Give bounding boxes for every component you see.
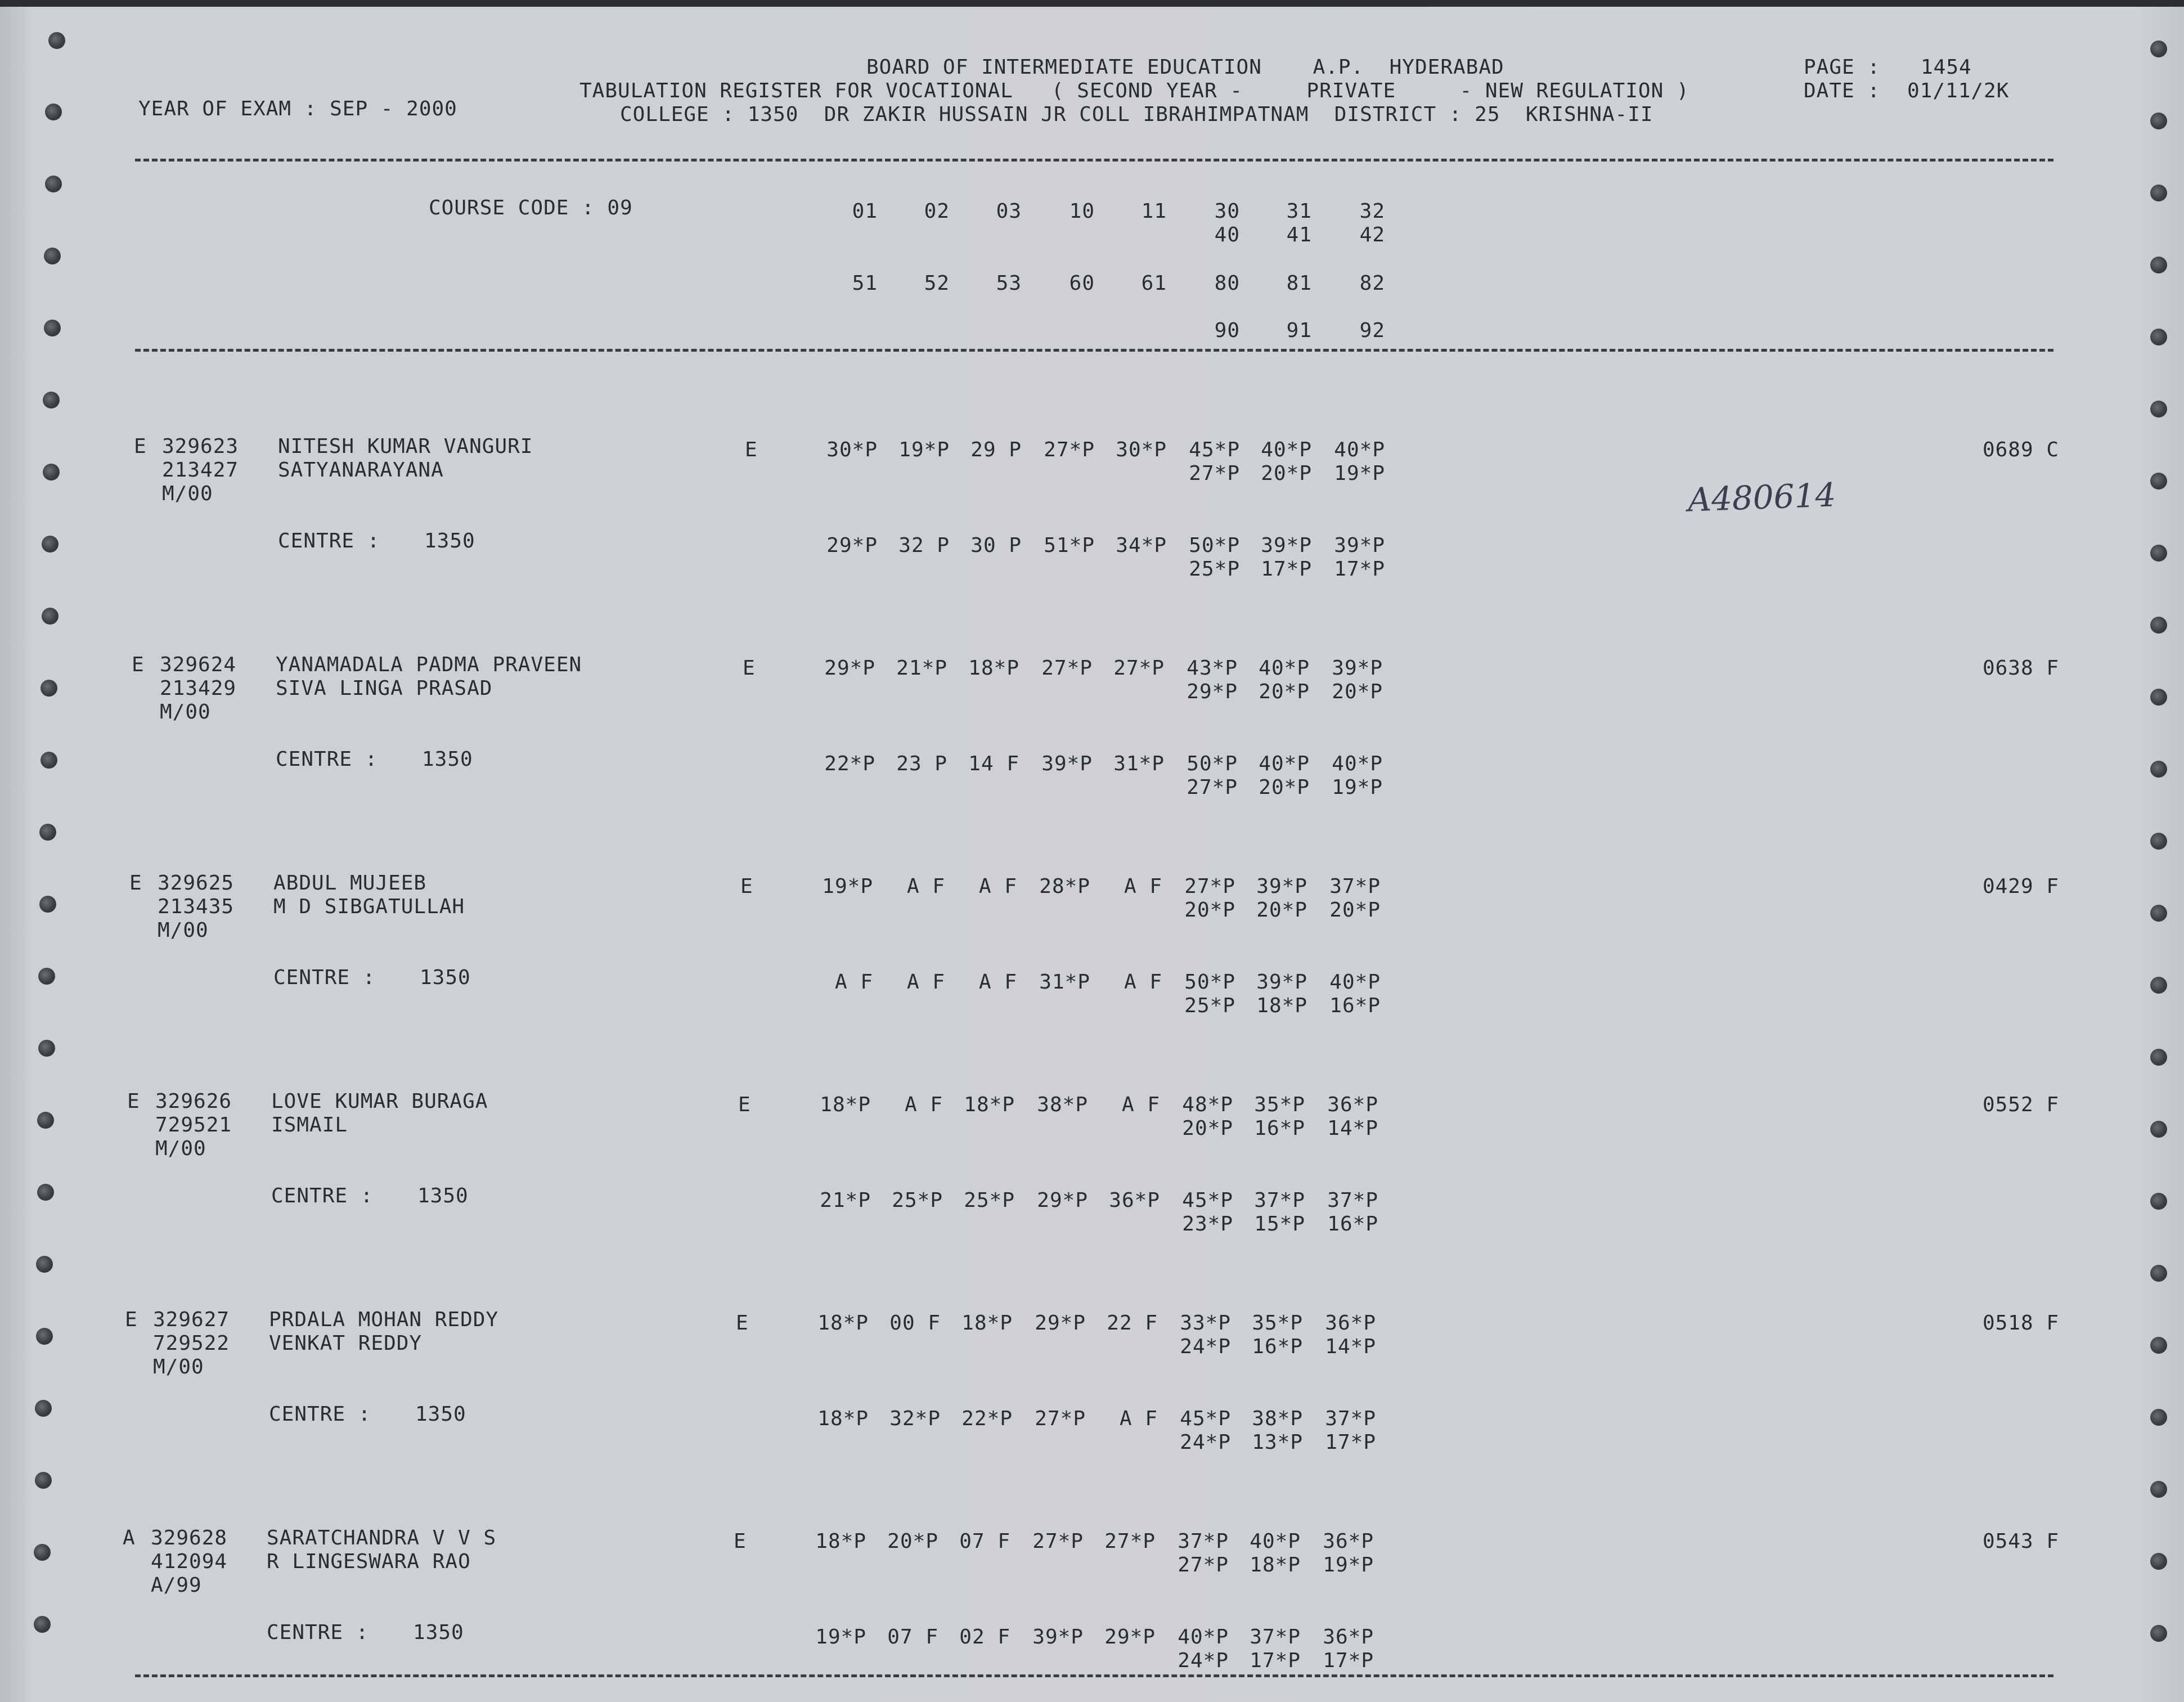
centre-number: 1350 bbox=[422, 748, 473, 771]
feed-hole bbox=[2150, 905, 2167, 922]
mark: 18*P bbox=[815, 1530, 866, 1553]
mark: 27*P bbox=[1041, 657, 1093, 680]
subject-code: 91 bbox=[1286, 319, 1312, 342]
feed-hole bbox=[2150, 761, 2167, 778]
mark: 17*P bbox=[1261, 558, 1312, 581]
candidate-name: NITESH KUMAR VANGURI bbox=[278, 435, 533, 458]
feed-hole bbox=[36, 1328, 53, 1345]
feed-hole bbox=[2150, 977, 2167, 994]
date-label: DATE : bbox=[1804, 79, 1881, 102]
mark: 18*P bbox=[817, 1407, 869, 1430]
mark: 40*P bbox=[1250, 1530, 1301, 1553]
feed-hole bbox=[41, 752, 57, 769]
tabulation-sheet bbox=[0, 7, 2184, 1702]
mark: 29*P bbox=[1104, 1625, 1156, 1649]
mark: 39*P bbox=[1261, 534, 1312, 557]
roll-number: 329628 bbox=[151, 1526, 228, 1550]
mark: 35*P bbox=[1252, 1312, 1303, 1335]
mark: 24*P bbox=[1180, 1431, 1231, 1454]
mark: 33*P bbox=[1180, 1312, 1231, 1335]
candidate-name: PRDALA MOHAN REDDY bbox=[269, 1308, 499, 1331]
mark: 27*P bbox=[1184, 875, 1235, 898]
feed-hole bbox=[2150, 1625, 2167, 1642]
course-code: COURSE CODE : 09 bbox=[429, 196, 633, 219]
mark: 45*P bbox=[1189, 438, 1240, 461]
feed-hole bbox=[37, 1112, 54, 1129]
mark: 20*P bbox=[1256, 899, 1307, 922]
feed-hole bbox=[36, 1256, 53, 1273]
register-number: 213429 bbox=[160, 677, 237, 700]
record-prefix: E bbox=[129, 872, 142, 895]
mark: A F bbox=[1124, 971, 1162, 994]
centre-label: CENTRE : bbox=[278, 529, 380, 553]
mark: A F bbox=[978, 875, 1017, 898]
mark: 36*P bbox=[1327, 1093, 1378, 1116]
subject-code: 32 bbox=[1359, 200, 1385, 223]
subject-code: 52 bbox=[924, 272, 950, 295]
mark: 18*P bbox=[964, 1093, 1015, 1116]
year-of-exam: YEAR OF EXAM : SEP - 2000 bbox=[138, 97, 457, 120]
total-and-result: 0689 C bbox=[1982, 438, 2059, 461]
mark: A F bbox=[906, 971, 945, 994]
mark: 20*P bbox=[1259, 680, 1310, 703]
subject-code: 11 bbox=[1141, 200, 1167, 223]
feed-hole bbox=[34, 1616, 51, 1633]
mark: 50*P bbox=[1189, 534, 1240, 557]
mark: 19*P bbox=[822, 875, 873, 898]
centre-label: CENTRE : bbox=[273, 966, 376, 989]
subject-code: 80 bbox=[1214, 272, 1240, 295]
centre-number: 1350 bbox=[424, 529, 475, 553]
feed-hole bbox=[35, 1472, 52, 1489]
mark: 21*P bbox=[820, 1189, 871, 1212]
category: M/00 bbox=[155, 1137, 206, 1160]
feed-hole bbox=[43, 464, 60, 480]
feed-hole bbox=[48, 32, 65, 49]
subject-code: 60 bbox=[1069, 272, 1095, 295]
centre-label: CENTRE : bbox=[267, 1621, 369, 1644]
mark: 14 F bbox=[968, 752, 1019, 775]
mark: 17*P bbox=[1250, 1649, 1301, 1672]
father-name: SATYANARAYANA bbox=[278, 459, 444, 482]
mark: 29*P bbox=[826, 534, 878, 557]
feed-hole bbox=[2150, 833, 2167, 850]
mark: A F bbox=[904, 1093, 943, 1116]
feed-hole bbox=[2150, 1409, 2167, 1426]
dashed-rule bbox=[135, 159, 2053, 161]
mark: 36*P bbox=[1325, 1312, 1376, 1335]
mark: 20*P bbox=[1259, 776, 1310, 799]
subject-code: 03 bbox=[996, 200, 1022, 223]
mark: 39*P bbox=[1256, 875, 1307, 898]
mark: 20*P bbox=[887, 1530, 938, 1553]
mark: 30*P bbox=[1116, 438, 1167, 461]
feed-hole bbox=[2150, 1481, 2167, 1498]
mark: 37*P bbox=[1254, 1189, 1305, 1212]
total-and-result: 0552 F bbox=[1982, 1093, 2059, 1116]
mark: 00 F bbox=[889, 1312, 941, 1335]
father-name: SIVA LINGA PRASAD bbox=[276, 677, 493, 700]
mark: 07 F bbox=[887, 1625, 938, 1649]
mark: A F bbox=[1121, 1093, 1160, 1116]
mark: 20*P bbox=[1261, 462, 1312, 485]
mark: 45*P bbox=[1182, 1189, 1233, 1212]
feed-hole bbox=[2150, 41, 2167, 57]
register-number: 213427 bbox=[162, 459, 239, 482]
subject-code: 01 bbox=[852, 200, 878, 223]
mark: 40*P bbox=[1259, 752, 1310, 775]
subject-code: 82 bbox=[1359, 272, 1385, 295]
mark: 18*P bbox=[968, 657, 1019, 680]
mark: 29*P bbox=[1035, 1312, 1086, 1335]
mark: 39*P bbox=[1032, 1625, 1084, 1649]
feed-hole bbox=[41, 680, 57, 697]
mark: 25*P bbox=[964, 1189, 1015, 1212]
handwritten-note: A480614 bbox=[1687, 475, 1837, 519]
feed-hole bbox=[42, 536, 59, 553]
record-prefix: E bbox=[127, 1090, 140, 1113]
mark: 16*P bbox=[1329, 994, 1381, 1017]
mark: 14*P bbox=[1325, 1335, 1376, 1358]
feed-hole bbox=[44, 248, 61, 264]
feed-hole bbox=[39, 824, 56, 841]
mark: 39*P bbox=[1334, 534, 1385, 557]
mark: 24*P bbox=[1178, 1649, 1229, 1672]
feed-hole bbox=[42, 608, 59, 625]
mark: 17*P bbox=[1325, 1431, 1376, 1454]
feed-hole bbox=[35, 1400, 52, 1417]
mark: 37*P bbox=[1327, 1189, 1378, 1212]
mark: 18*P bbox=[817, 1312, 869, 1335]
feed-hole bbox=[2150, 1193, 2167, 1210]
mark: 21*P bbox=[896, 657, 947, 680]
mark: 25*P bbox=[1189, 558, 1240, 581]
feed-hole bbox=[2150, 473, 2167, 490]
total-and-result: 0429 F bbox=[1982, 875, 2059, 898]
mark: 36*P bbox=[1323, 1625, 1374, 1649]
mark: 29*P bbox=[1037, 1189, 1088, 1212]
mark: 39*P bbox=[1332, 657, 1383, 680]
centre-label: CENTRE : bbox=[276, 748, 378, 771]
mark: 31*P bbox=[1039, 971, 1090, 994]
feed-hole bbox=[2150, 113, 2167, 129]
roll-number: 329623 bbox=[162, 435, 239, 458]
medium: E bbox=[738, 1093, 751, 1116]
mark: 32 P bbox=[898, 534, 950, 557]
feed-hole bbox=[45, 104, 62, 120]
mark: 37*P bbox=[1325, 1407, 1376, 1430]
mark: 13*P bbox=[1252, 1431, 1303, 1454]
mark: 25*P bbox=[892, 1189, 943, 1212]
subject-code: 61 bbox=[1141, 272, 1167, 295]
register-number: 729522 bbox=[153, 1332, 230, 1355]
mark: 15*P bbox=[1254, 1212, 1305, 1236]
medium: E bbox=[745, 438, 758, 461]
subject-code: 81 bbox=[1286, 272, 1312, 295]
mark: 29 P bbox=[970, 438, 1022, 461]
mark: 40*P bbox=[1259, 657, 1310, 680]
mark: A F bbox=[1124, 875, 1162, 898]
mark: 39*P bbox=[1041, 752, 1093, 775]
mark: 50*P bbox=[1184, 971, 1235, 994]
mark: 14*P bbox=[1327, 1117, 1378, 1140]
feed-hole bbox=[44, 320, 61, 336]
father-name: VENKAT REDDY bbox=[269, 1332, 423, 1355]
feed-hole bbox=[38, 968, 55, 985]
mark: A F bbox=[978, 971, 1017, 994]
mark: 19*P bbox=[1334, 462, 1385, 485]
mark: 29*P bbox=[824, 657, 875, 680]
centre-label: CENTRE : bbox=[269, 1403, 371, 1426]
mark: 22*P bbox=[824, 752, 875, 775]
mark: 40*P bbox=[1178, 1625, 1229, 1649]
centre-number: 1350 bbox=[413, 1621, 464, 1644]
subject-code: 42 bbox=[1359, 223, 1385, 246]
subject-code: 53 bbox=[996, 272, 1022, 295]
mark: 40*P bbox=[1332, 752, 1383, 775]
mark: 37*P bbox=[1250, 1625, 1301, 1649]
feed-hole bbox=[2150, 1049, 2167, 1066]
mark: 34*P bbox=[1116, 534, 1167, 557]
father-name: ISMAIL bbox=[271, 1113, 348, 1137]
mark: 23 P bbox=[896, 752, 947, 775]
feed-hole bbox=[38, 1040, 55, 1057]
mark: 38*P bbox=[1252, 1407, 1303, 1430]
candidate-name: SARATCHANDRA V V S bbox=[267, 1526, 497, 1550]
mark: A F bbox=[906, 875, 945, 898]
mark: A F bbox=[1119, 1407, 1158, 1430]
subject-code: 31 bbox=[1286, 200, 1312, 223]
feed-hole bbox=[34, 1544, 51, 1561]
father-name: M D SIBGATULLAH bbox=[273, 895, 465, 918]
record-prefix: E bbox=[132, 653, 145, 676]
mark: 35*P bbox=[1254, 1093, 1305, 1116]
mark: 29*P bbox=[1187, 680, 1238, 703]
feed-hole bbox=[2150, 617, 2167, 634]
total-and-result: 0518 F bbox=[1982, 1312, 2059, 1335]
centre-label: CENTRE : bbox=[271, 1184, 374, 1207]
centre-number: 1350 bbox=[415, 1403, 466, 1426]
dashed-rule bbox=[135, 349, 2053, 352]
feed-hole bbox=[37, 1184, 54, 1201]
subject-code: 90 bbox=[1214, 319, 1240, 342]
feed-hole bbox=[2150, 401, 2167, 417]
medium: E bbox=[736, 1312, 749, 1335]
page-number: 1454 bbox=[1921, 56, 1972, 79]
subject-code: 30 bbox=[1214, 200, 1240, 223]
medium: E bbox=[734, 1530, 747, 1553]
roll-number: 329626 bbox=[155, 1090, 232, 1113]
college-line: COLLEGE : 1350 DR ZAKIR HUSSAIN JR COLL IBRAHIMPATNAM DISTRICT : 25 KRISHNA-II bbox=[620, 103, 1653, 126]
mark: 27*P bbox=[1113, 657, 1165, 680]
mark: 40*P bbox=[1261, 438, 1312, 461]
mark: 19*P bbox=[1323, 1553, 1374, 1577]
centre-number: 1350 bbox=[420, 966, 471, 989]
roll-number: 329624 bbox=[160, 653, 237, 676]
total-and-result: 0638 F bbox=[1982, 657, 2059, 680]
total-and-result: 0543 F bbox=[1982, 1530, 2059, 1553]
feed-hole bbox=[2150, 1553, 2167, 1570]
mark: 18*P bbox=[1250, 1553, 1301, 1577]
feed-hole bbox=[2150, 689, 2167, 706]
category: M/00 bbox=[153, 1355, 204, 1378]
subject-code: 51 bbox=[852, 272, 878, 295]
feed-hole bbox=[45, 176, 62, 192]
mark: 20*P bbox=[1182, 1117, 1233, 1140]
mark: 27*P bbox=[1035, 1407, 1086, 1430]
mark: 48*P bbox=[1182, 1093, 1233, 1116]
mark: 27*P bbox=[1104, 1530, 1156, 1553]
category: M/00 bbox=[158, 919, 209, 942]
mark: 27*P bbox=[1044, 438, 1095, 461]
feed-hole bbox=[2150, 329, 2167, 345]
mark: 30 P bbox=[970, 534, 1022, 557]
mark: 38*P bbox=[1037, 1093, 1088, 1116]
subject-code: 10 bbox=[1069, 200, 1095, 223]
category: M/00 bbox=[160, 700, 211, 724]
feed-hole bbox=[2150, 185, 2167, 201]
mark: 07 F bbox=[959, 1530, 1010, 1553]
mark: 20*P bbox=[1184, 899, 1235, 922]
mark: 02 F bbox=[959, 1625, 1010, 1649]
record-prefix: E bbox=[134, 435, 147, 458]
mark: 20*P bbox=[1332, 680, 1383, 703]
mark: 27*P bbox=[1178, 1553, 1229, 1577]
mark: 27*P bbox=[1189, 462, 1240, 485]
mark: A F bbox=[834, 971, 873, 994]
feed-hole bbox=[2150, 1265, 2167, 1282]
register-number: 412094 bbox=[151, 1550, 228, 1573]
mark: 27*P bbox=[1187, 776, 1238, 799]
feed-hole bbox=[2150, 1337, 2167, 1354]
register-number: 213435 bbox=[158, 895, 235, 918]
mark: 23*P bbox=[1182, 1212, 1233, 1236]
category: A/99 bbox=[151, 1574, 202, 1597]
board-title: BOARD OF INTERMEDIATE EDUCATION A.P. HYDERABAD bbox=[866, 56, 1504, 79]
mark: 25*P bbox=[1184, 994, 1235, 1017]
mark: 27*P bbox=[1032, 1530, 1084, 1553]
dashed-rule bbox=[135, 1674, 2053, 1677]
feed-hole bbox=[2150, 1121, 2167, 1138]
mark: 36*P bbox=[1323, 1530, 1374, 1553]
mark: 30*P bbox=[826, 438, 878, 461]
mark: 51*P bbox=[1044, 534, 1095, 557]
mark: 19*P bbox=[815, 1625, 866, 1649]
feed-hole bbox=[43, 392, 60, 408]
mark: 19*P bbox=[1332, 776, 1383, 799]
candidate-name: YANAMADALA PADMA PRAVEEN bbox=[276, 653, 582, 676]
feed-hole bbox=[39, 896, 56, 913]
mark: 37*P bbox=[1178, 1530, 1229, 1553]
subject-code: 02 bbox=[924, 200, 950, 223]
mark: 17*P bbox=[1323, 1649, 1374, 1672]
register-title: TABULATION REGISTER FOR VOCATIONAL ( SECOND YEAR - PRIVATE - NEW REGULATION ) bbox=[579, 79, 1689, 102]
subject-code: 92 bbox=[1359, 319, 1385, 342]
mark: 18*P bbox=[961, 1312, 1013, 1335]
feed-hole bbox=[2150, 257, 2167, 273]
mark: 18*P bbox=[1256, 994, 1307, 1017]
record-prefix: A bbox=[123, 1526, 136, 1550]
mark: 16*P bbox=[1252, 1335, 1303, 1358]
page-label: PAGE : bbox=[1804, 56, 1881, 79]
mark: 43*P bbox=[1187, 657, 1238, 680]
father-name: R LINGESWARA RAO bbox=[267, 1550, 471, 1573]
roll-number: 329627 bbox=[153, 1308, 230, 1331]
feed-hole bbox=[2150, 545, 2167, 562]
category: M/00 bbox=[162, 482, 213, 505]
candidate-name: LOVE KUMAR BURAGA bbox=[271, 1090, 488, 1113]
centre-number: 1350 bbox=[417, 1184, 469, 1207]
mark: 17*P bbox=[1334, 558, 1385, 581]
roll-number: 329625 bbox=[158, 872, 235, 895]
mark: 50*P bbox=[1187, 752, 1238, 775]
subject-code: 40 bbox=[1214, 223, 1240, 246]
mark: 16*P bbox=[1327, 1212, 1378, 1236]
mark: 40*P bbox=[1334, 438, 1385, 461]
mark: 28*P bbox=[1039, 875, 1090, 898]
mark: 39*P bbox=[1256, 971, 1307, 994]
date-value: 01/11/2K bbox=[1907, 79, 2010, 102]
mark: 24*P bbox=[1180, 1335, 1231, 1358]
mark: 45*P bbox=[1180, 1407, 1231, 1430]
medium: E bbox=[740, 875, 753, 898]
candidate-name: ABDUL MUJEEB bbox=[273, 872, 427, 895]
mark: 16*P bbox=[1254, 1117, 1305, 1140]
mark: 18*P bbox=[820, 1093, 871, 1116]
subject-code: 41 bbox=[1286, 223, 1312, 246]
mark: 37*P bbox=[1329, 875, 1381, 898]
mark: 19*P bbox=[898, 438, 950, 461]
record-prefix: E bbox=[125, 1308, 138, 1331]
mark: 36*P bbox=[1109, 1189, 1160, 1212]
register-number: 729521 bbox=[155, 1113, 232, 1137]
mark: 22 F bbox=[1107, 1312, 1158, 1335]
mark: 32*P bbox=[889, 1407, 941, 1430]
mark: 20*P bbox=[1329, 899, 1381, 922]
mark: 40*P bbox=[1329, 971, 1381, 994]
medium: E bbox=[743, 657, 756, 680]
mark: 31*P bbox=[1113, 752, 1165, 775]
mark: 22*P bbox=[961, 1407, 1013, 1430]
